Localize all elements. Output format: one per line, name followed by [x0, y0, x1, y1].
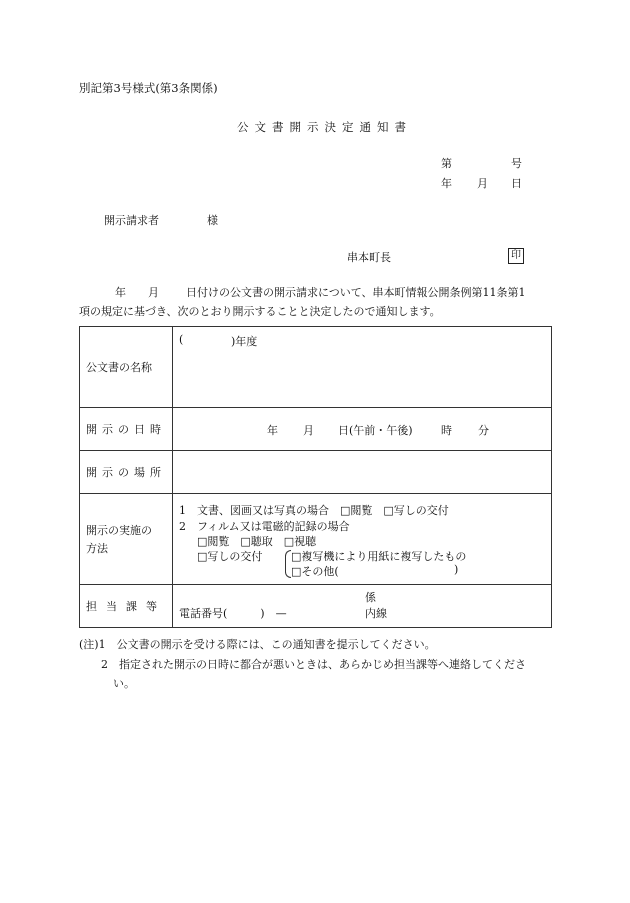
method-label-1: 開示の実施の: [86, 524, 152, 537]
date-month: 月: [477, 177, 488, 190]
tanto-label: 担当課等: [86, 600, 166, 613]
name-label-cell: [80, 327, 173, 408]
method-copy-label: □写しの交付: [197, 550, 263, 563]
open-date-hour: 時: [441, 424, 452, 437]
date-year: 年: [441, 177, 452, 190]
intro-line1: 日付けの公文書の開示請求について、串本町情報公開条例第11条第1: [186, 286, 526, 299]
open-date-minute: 分: [478, 424, 489, 437]
note-2-line2: い。: [113, 677, 135, 690]
date-value-cell: [173, 408, 552, 451]
open-date-year: 年: [267, 424, 278, 437]
tanto-kakari: 係: [365, 591, 376, 604]
requester-label: 開示請求者: [104, 214, 159, 227]
name-paren-open: (: [179, 333, 184, 346]
date-label: 開示の日時: [86, 423, 166, 436]
method-item2-options: □閲覧 □聴取 □視聴: [197, 535, 317, 548]
tanto-tel: 電話番号( ) —: [179, 607, 287, 620]
tanto-naisen: 内線: [365, 607, 387, 620]
disclosure-table: [79, 326, 552, 628]
name-value-cell: [173, 327, 552, 408]
method-label-cell: [80, 494, 173, 585]
requester-sama: 様: [207, 214, 218, 227]
name-label: 公文書の名称: [86, 361, 152, 374]
copy-option-other: □その他(: [291, 565, 339, 578]
note-2-line1: 2 指定された開示の日時に都合が悪いときは、あらかじめ担当課等へ連絡してくださ: [101, 658, 526, 671]
name-fiscal-year: )年度: [231, 335, 258, 348]
tanto-value-cell: [173, 585, 552, 628]
open-date-month: 月: [303, 424, 314, 437]
place-value-cell: [173, 451, 552, 494]
copy-option-other-close: ): [454, 563, 459, 576]
intro-month: 月: [148, 286, 159, 299]
seal-mark: 印: [508, 248, 524, 264]
intro-year: 年: [115, 286, 126, 299]
method-value-cell: [173, 494, 552, 585]
date-day: 日: [511, 177, 522, 190]
method-item2: 2 フィルム又は電磁的記録の場合: [179, 520, 350, 533]
issuer-name: 串本町長: [347, 251, 391, 264]
place-label: 開示の場所: [86, 466, 166, 479]
copy-option-machine: □複写機により用紙に複写したもの: [291, 550, 467, 563]
intro-line2: 項の規定に基づき、次のとおり開示することと決定したので通知します。: [79, 305, 441, 318]
tanto-label-cell: [80, 585, 173, 628]
note-1: (注)1 公文書の開示を受ける際には、この通知書を提示してください。: [79, 638, 436, 651]
number-dai: 第: [441, 157, 452, 170]
form-reference: 別記第3号様式(第3条関係): [79, 81, 218, 95]
method-label-2: 方法: [86, 542, 108, 555]
date-label-cell: [80, 408, 173, 451]
place-label-cell: [80, 451, 173, 494]
open-date-day: 日(午前・午後): [338, 424, 413, 437]
document-title: 公文書開示決定通知書: [237, 120, 412, 134]
method-item1: 1 文書、図画又は写真の場合 □閲覧 □写しの交付: [179, 504, 449, 517]
number-go: 号: [511, 157, 522, 170]
